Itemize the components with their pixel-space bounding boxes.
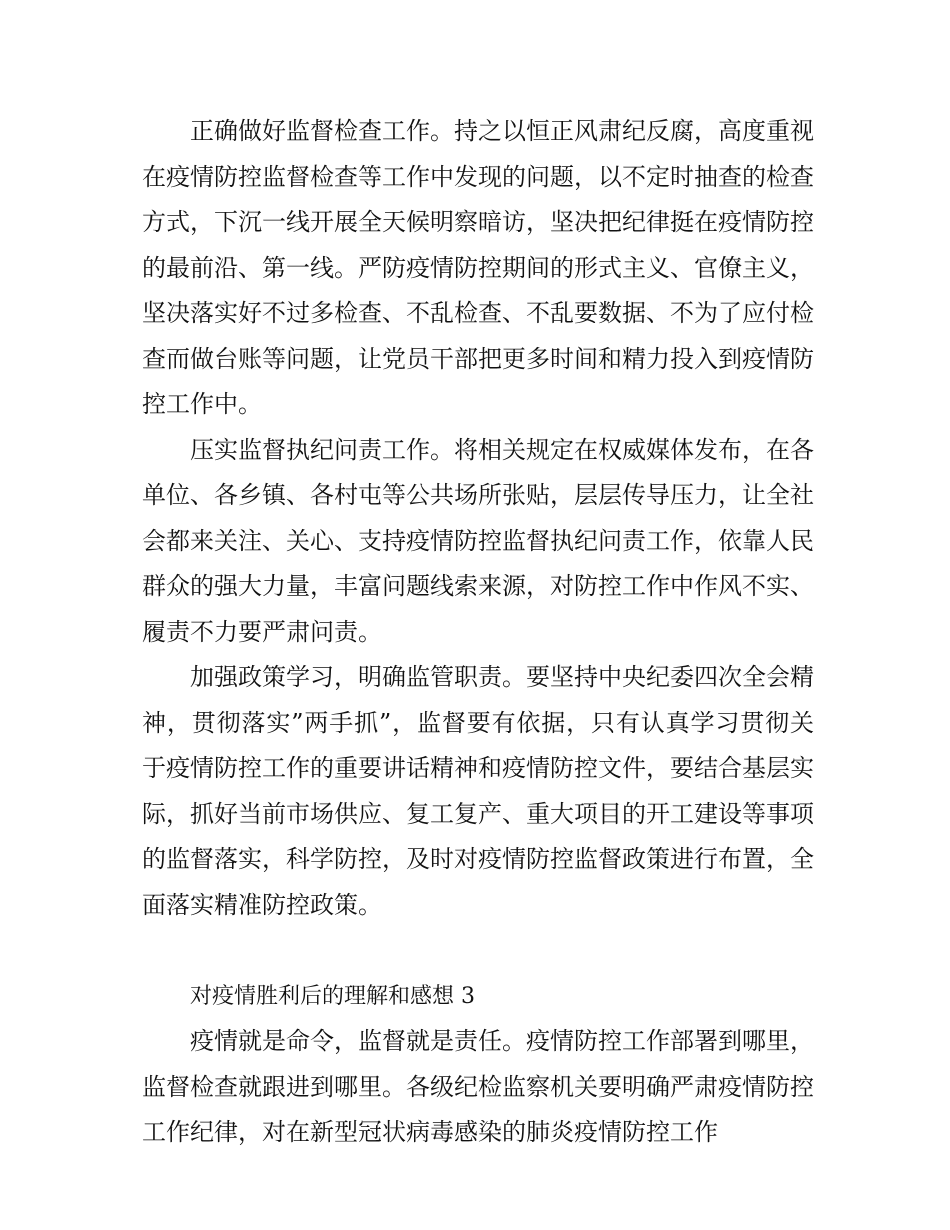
- document-body: [142, 109, 814, 1156]
- paragraph-policy-study: 加强政策学习，明确监管职责。要坚持中央纪委四次全会精神，贯彻落实”两手抓”，监督要有依据，只有认真学习贯彻关于疫情防控工作的重要讲话精神和疫情防控文件，要结合基层实际，抓好当前市场供应、复工复产、重大项目的开工建设等事项的监督落实，科学防控，及时对疫情防控监督政策进行布置，全面落实精准防控政策。: [142, 663, 814, 919]
- paragraph-epidemic-command: 疫情就是命令，监督就是责任。疫情防控工作部署到哪里，监督检查就跟进到哪里。各级纪检监察机关要明确严肃疫情防控工作纪律，对在新型冠状病毒感染的肺炎疫情防控工作: [142, 1027, 814, 1146]
- paragraph-accountability: 压实监督执纪问责工作。将相关规定在权威媒体发布，在各单位、各乡镇、各村屯等公共场所张贴，层层传导压力，让全社会都来关注、关心、支持疫情防控监督执纪问责工作，依靠人民群众的强大力量，丰富问题线索来源，对防控工作中作风不实、履责不力要严肃问责。: [142, 435, 814, 646]
- paragraph-supervision-inspection: 正确做好监督检查工作。持之以恒正风肃纪反腐，高度重视在疫情防控监督检查等工作中发现的问题，以不定时抽查的检查方式，下沉一线开展全天候明察暗访，坚决把纪律挺在疫情防控的最前沿、第一线。严防疫情防控期间的形式主义、官僚主义，坚决落实好不过多检查、不乱检查、不乱要数据、不为了应付检查而做台账等问题，让党员干部把更多时间和精力投入到疫情防控工作中。: [142, 117, 814, 418]
- section-heading: 对疫情胜利后的理解和感想 3: [190, 983, 475, 1009]
- section-spacer: [142, 928, 814, 974]
